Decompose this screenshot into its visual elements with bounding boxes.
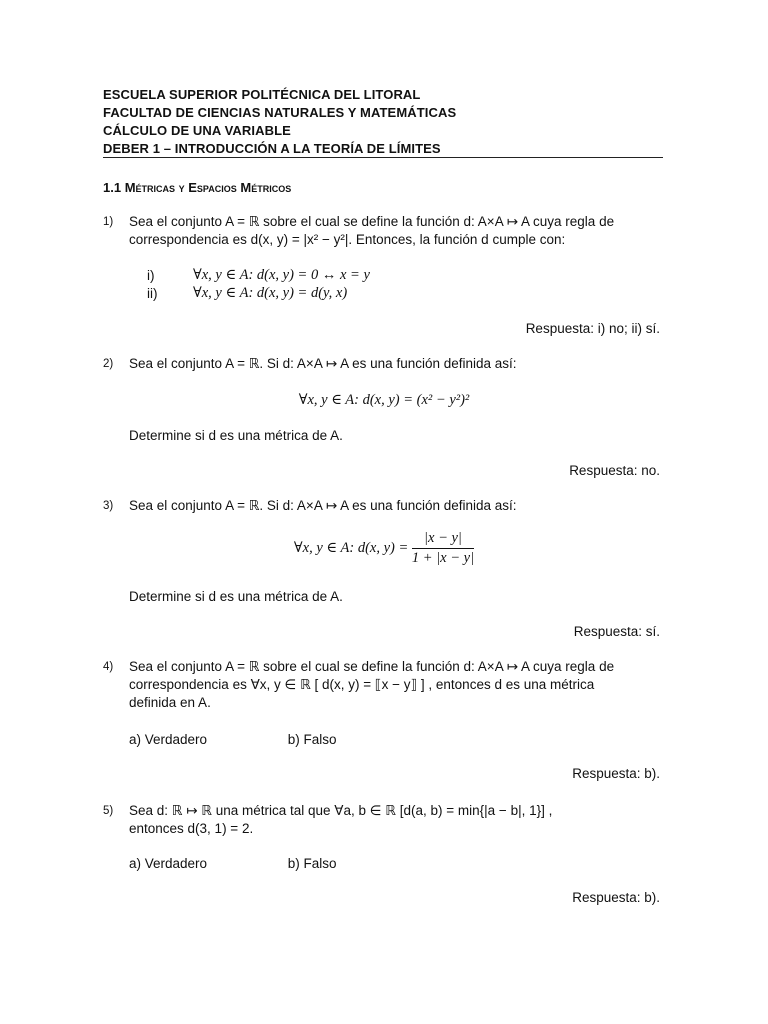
problem-4-option-a: a) Verdadero [129, 732, 208, 747]
problem-1-item-i-label: i) [147, 268, 155, 283]
problem-4-line-2: correspondencia es ∀x, y ∈ ℝ [ d(x, y) = ⟦x − y⟧ ] , entonces d es una métrica [129, 677, 595, 692]
problem-1-statement [129, 213, 660, 249]
problem-5-statement [129, 802, 660, 838]
problem-4-answer: Respuesta: b). [572, 766, 660, 781]
problem-3-formula [0, 530, 768, 567]
problem-4-line-1: Sea el conjunto A = ℝ sobre el cual se define la función d: A×A ↦ A cuya regla de [129, 659, 615, 674]
problem-3-answer: Respuesta: sí. [573, 624, 660, 639]
header-assignment: DEBER 1 – INTRODUCCIÓN A LA TEORÍA DE LÍMITES [103, 141, 441, 156]
problem-1-item-i: ∀x, y ∈ A: d(x, y) = 0 ↔ x = y [193, 267, 370, 283]
problem-3-fraction [412, 530, 474, 567]
problem-2-answer: Respuesta: no. [569, 463, 660, 478]
problem-5-option-b: b) Falso [287, 856, 337, 871]
problem-2-statement: Sea el conjunto A = ℝ. Si d: A×A ↦ A es una función definida así: [129, 356, 517, 371]
section-heading [103, 180, 291, 195]
problem-2-number: 2) [103, 358, 114, 370]
problem-3-number: 3) [103, 500, 114, 512]
problem-1-number: 1) [103, 216, 114, 228]
problem-2-question: Determine si d es una métrica de A. [129, 428, 343, 443]
problem-5-line-2: entonces d(3, 1) = 2. [129, 821, 254, 836]
header-divider [103, 157, 663, 158]
problem-5-option-a: a) Verdadero [129, 856, 208, 871]
problem-5-options [129, 855, 660, 873]
problem-1-answer: Respuesta: i) no; ii) sí. [525, 321, 660, 336]
problem-5-answer: Respuesta: b). [572, 890, 660, 905]
problem-1-line-1: Sea el conjunto A = ℝ sobre el cual se define la función d: A×A ↦ A cuya regla de [129, 214, 615, 229]
problem-4-number: 4) [103, 661, 114, 673]
header-faculty: FACULTAD DE CIENCIAS NATURALES Y MATEMÁTICAS [103, 105, 457, 120]
problem-4-statement [129, 658, 660, 712]
problem-4-option-b: b) Falso [287, 732, 337, 747]
section-number: 1.1 [103, 180, 122, 195]
problem-3-fraction-numerator: |x − y| [412, 530, 474, 549]
problem-3-fraction-denominator: 1 + |x − y| [411, 550, 475, 566]
header-course: CÁLCULO DE UNA VARIABLE [103, 123, 291, 138]
problem-3-question: Determine si d es una métrica de A. [129, 589, 343, 604]
section-title: Métricas y Espacios Métricos [124, 180, 292, 195]
problem-1-item-ii-label: ii) [147, 286, 158, 301]
problem-5-number: 5) [103, 805, 114, 817]
problem-1-line-2: correspondencia es d(x, y) = |x² − y²|. Entonces, la función d cumple con: [129, 232, 566, 247]
problem-2-formula: ∀x, y ∈ A: d(x, y) = (x² − y²)² [298, 392, 470, 408]
problem-4-line-3: definida en A. [129, 695, 211, 710]
problem-4-options [129, 731, 660, 749]
problem-3-statement: Sea el conjunto A = ℝ. Si d: A×A ↦ A es una función definida así: [129, 498, 517, 513]
problem-1-item-ii: ∀x, y ∈ A: d(x, y) = d(y, x) [193, 285, 348, 301]
problem-5-line-1: Sea d: ℝ ↦ ℝ una métrica tal que ∀a, b ∈ ℝ [d(a, b) = min{|a − b|, 1}] , [129, 803, 553, 818]
header-institution: ESCUELA SUPERIOR POLITÉCNICA DEL LITORAL [103, 87, 421, 102]
problem-3-formula-lhs: ∀x, y ∈ A: d(x, y) = [293, 540, 409, 556]
